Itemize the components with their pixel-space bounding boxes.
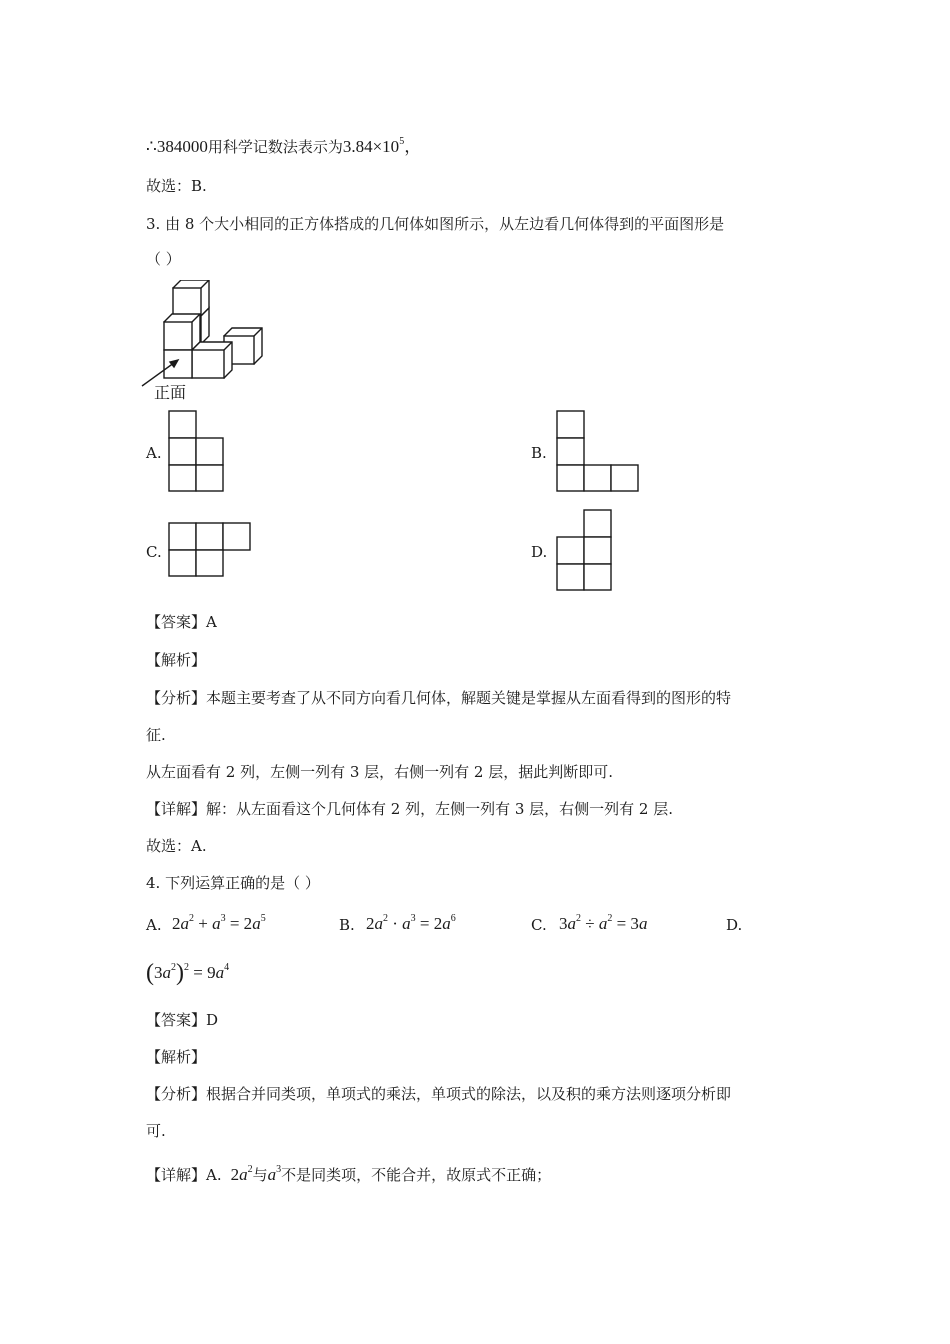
sci-exponent: 5 [399,136,405,147]
q4-option-a-expr: $2a^2 + a^3 = 2a^5$ [172,913,266,933]
q4-detail-term-2: $a^3$ [267,1164,282,1184]
q4-option-d-label: D. [726,916,743,934]
q3-paren: （ ） [146,250,181,268]
q4-detail [146,1164,551,1185]
option-b-figure [556,410,640,492]
front-label: 正面 [154,383,187,402]
q4-detail-prefix: 【详解】A. [146,1166,222,1184]
option-a-label: A. [146,444,162,462]
q3-analysis-head: 【解析】 [146,651,207,669]
sci-text: 用科学记数法表示为 [207,138,343,156]
q4-option-b-label: B. [339,916,355,934]
choice-line-1: 故选：B. [146,177,207,195]
q4-option-a-label: A. [146,916,162,934]
q4-stem: 4. 下列运算正确的是（ ） [146,874,320,892]
q3-stem: 3. 由 8 个大小相同的正方体搭成的几何体如图所示，从左边看几何体得到的平面图形是 [146,215,725,233]
q3-analysis-2: 征. [146,726,166,744]
q3-detail: 【详解】解：从左面看这个几何体有 2 列，左侧一列有 3 层，右侧一列有 2 层. [146,800,674,818]
number-text: ∴384000 [146,137,208,156]
q4-detail-tail: 不是同类项，不能合并，故原式不正确； [281,1166,552,1184]
q4-option-c-expr: $3a^2 \div a^2 = 3a$ [559,913,648,933]
q4-answer: 【答案】D [146,1011,219,1029]
q4-option-c-label: C. [531,916,547,934]
sci-notation-line [146,132,421,157]
q4-analysis-head: 【解析】 [146,1048,207,1066]
sci-value: 3.84×10 [342,137,400,156]
q4-analysis-2: 可. [146,1122,166,1140]
option-b-label: B. [531,444,547,462]
comma: ， [404,137,422,156]
option-c-label: C. [146,543,162,561]
option-d-figure [556,509,614,591]
q4-analysis-1: 【分析】根据合并同类项，单项式的乘法，单项式的除法，以及积的乘方法则逐项分析即 [146,1085,732,1103]
q3-answer: 【答案】A [146,613,217,631]
q4-detail-mid: 与 [252,1166,268,1184]
option-c-figure [168,522,252,578]
option-d-label: D. [531,543,548,561]
q4-option-b-expr: $2a^2 \cdot a^3 = 2a^6$ [366,913,456,933]
q3-choose: 故选：A. [146,837,207,855]
q4-option-d-expr: $(3a^2)^2 = 9a^4$ [146,960,230,986]
q3-analysis-1: 【分析】本题主要考查了从不同方向看几何体，解题关键是掌握从左面看得到的图形的特 [146,689,732,707]
q4-detail-term-1: $2a^2$ [226,1164,253,1184]
q3-analysis-3: 从左面看有 2 列，左侧一列有 3 层，右侧一列有 2 层，据此判断即可. [146,763,614,781]
option-a-figure [168,410,226,492]
